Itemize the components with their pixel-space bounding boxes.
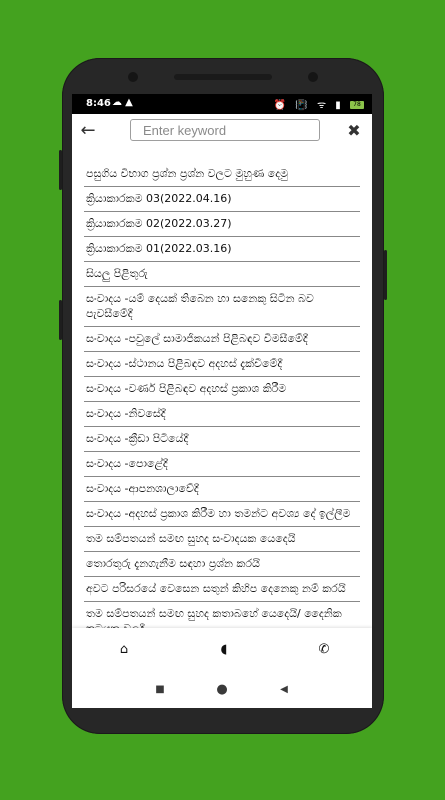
- bottom-navigation: [72, 628, 372, 672]
- power-button: [384, 250, 387, 300]
- back-arrow-icon[interactable]: ←: [80, 120, 96, 141]
- close-icon[interactable]: ✖: [347, 121, 361, 140]
- home-icon[interactable]: ⌂: [119, 642, 129, 657]
- recents-icon[interactable]: ■: [155, 684, 165, 695]
- list-item[interactable]: ක්‍රියාකාරකම 02(2022.03.27): [84, 212, 360, 237]
- alarm-vibrate-wifi-icons: ⏰ 📳 ᯤ ▮: [273, 100, 344, 111]
- app-bar: [72, 114, 372, 152]
- lesson-list: [84, 162, 360, 628]
- list-item[interactable]: තම සම්පතයන් සමඟ සුහද සංවාදයක යෙදෙයි: [84, 527, 360, 552]
- status-bar: [72, 94, 372, 114]
- list-item[interactable]: සංවාදය -පවුලේ සාමාජිකයන් පිළිබඳව විමසීමේදී: [84, 327, 360, 352]
- list-item[interactable]: තොරතුරු දැනගැනීම සඳහා ප්‍රශ්න කරයි: [84, 552, 360, 577]
- phone-icon[interactable]: ✆: [318, 642, 330, 657]
- list-item[interactable]: පසුගිය විභාග ප්‍රශ්න ප්‍රශ්න වලට මුහුණ දෙමු: [84, 162, 360, 187]
- speaker-grill: [174, 74, 272, 80]
- list-item[interactable]: ක්‍රියාකාරකම 01(2022.03.16): [84, 237, 360, 262]
- sensor-left: [128, 72, 138, 82]
- list-item[interactable]: සංවාදය -ක්‍රීඩා පිටියේදී: [84, 427, 360, 452]
- sensor-right: [308, 72, 318, 82]
- list-item[interactable]: සංවාදය -වර්ණ පිළිබඳව අදහස් ප්‍රකාශ කිරීම: [84, 377, 360, 402]
- status-time: 8:46: [86, 98, 111, 109]
- list-item[interactable]: අවට පරිසරයේ වෙසෙන සතුන් කිහිප දෙනෙකු නම් කරයි: [84, 577, 360, 602]
- system-navigation-bar: [72, 672, 372, 708]
- screen: [72, 94, 372, 708]
- notification-icons: ☁ ▲: [112, 97, 133, 108]
- list-item[interactable]: සියලු පිළිතුරු: [84, 262, 360, 287]
- list-item[interactable]: සංවාදය -අදහස් ප්‍රකාශ කිරීම හා තමන්ට අවශ්‍ය දේ ඉල්ලීම: [84, 502, 360, 527]
- list-item[interactable]: සංවාදය -පොළේදී: [84, 452, 360, 477]
- list-item[interactable]: සංවාදය -නිවසේදී: [84, 402, 360, 427]
- list-item[interactable]: සංවාදය -යම් දෙයක් තිබෙන හා සනෙකු සිටින බව පැවසීමේදී: [84, 287, 360, 327]
- system-back-icon[interactable]: ◀: [280, 684, 288, 695]
- search-input[interactable]: [130, 119, 320, 141]
- system-home-icon[interactable]: ●: [216, 682, 228, 697]
- system-icons: [274, 97, 364, 111]
- list-item[interactable]: සංවාදය -ස්ථානය පිළිබඳව අදහස් දැක්වීමේදී: [84, 352, 360, 377]
- list-item[interactable]: සංවාදය -ආපනශාලාවේදී: [84, 477, 360, 502]
- shield-icon[interactable]: ◖: [220, 642, 228, 657]
- list-item[interactable]: ක්‍රියාකාරකම 03(2022.04.16): [84, 187, 360, 212]
- volume-down-button: [59, 300, 62, 340]
- volume-up-button: [59, 150, 62, 190]
- battery-icon: 78: [350, 101, 364, 109]
- list-item[interactable]: තම සම්පතයන් සමඟ සුහද කතාබහේ යෙදෙයි/ දෛනික: [84, 602, 360, 642]
